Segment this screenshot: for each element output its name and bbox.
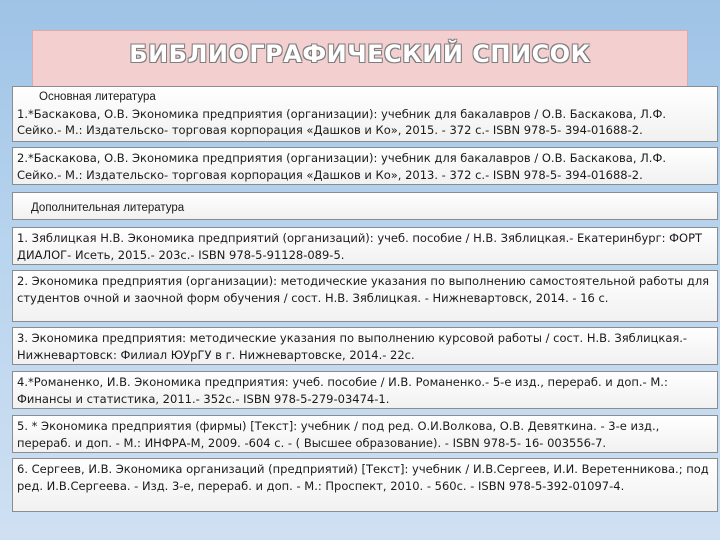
- additional-item-6-row: [12, 458, 718, 512]
- additional-item-6: 6. Сергеев, И.В. Экономика организаций (предприятий) [Текст]: учебник / И.В.Сергеев, И.И. Веретенникова.; под ред. И.В.Сергеева. - Изд. 3-е, перераб. и доп. - М.: Проспект, 2010. - 560с. - ISBN 978-5-392-01097-4.: [17, 462, 709, 493]
- additional-item-5-row: [12, 415, 718, 453]
- additional-item-3-row: [12, 327, 718, 365]
- additional-literature-heading: Дополнительная литература: [31, 202, 185, 214]
- main-item-2: 2.*Баскакова, О.В. Экономика предприятия (организации): учебник для бакалавров / О.В. Баскакова, Л.Ф. Сейко.- М.: Издательско- торговая корпорация «Дашков и Ко», 2013. - 372 с.- ISBN 978-5- 394-01688-2.: [17, 151, 667, 182]
- additional-item-2-row: [12, 270, 718, 322]
- main-item-2-row: [12, 147, 718, 185]
- additional-item-4-row: [12, 371, 718, 409]
- page-title: БИБЛИОГРАФИЧЕСКИЙ СПИСОК: [129, 40, 591, 68]
- additional-item-5: 5. * Экономика предприятия (фирмы) [Текст]: учебник / под ред. О.И.Волкова, О.В. Девяткина. - 3-е изд., перераб. и доп. - М.: ИНФРА-М, 2009. -604 с. - ( Высшее образование). - ISBN 978-5- 16- 003556-7.: [17, 419, 660, 450]
- main-item-1: 1.*Баскакова, О.В. Экономика предприятия (организации): учебник для бакалавров / О.В. Баскакова, Л.Ф. Сейко.- М.: Издательско- торговая корпорация «Дашков и Ко», 2015. - 372 с.- ISBN 978-5- 394-01688-2.: [17, 106, 667, 137]
- additional-item-1: 1. Зяблицкая Н.В. Экономика предприятий (организаций): учеб. пособие / Н.В. Зяблицкая.- Екатеринбург: ФОРТ ДИАЛОГ- Исеть, 2015.- 203с.- ISBN 978-5-91128-089-5.: [17, 231, 703, 262]
- main-literature-block: [12, 86, 718, 142]
- additional-item-3: 3. Экономика предприятия: методические указания по выполнению курсовой работы / сост. Н.В. Зяблицкая.- Нижневартовск: Филиал ЮУрГУ в г. Нижневартовске, 2014.- 22с.: [17, 331, 688, 362]
- additional-item-2: 2. Экономика предприятия (организации): методические указания по выполнению самостоятельной работы для студентов очной и заочной форм обучения / сост. Н.В. Зяблицкая. - Нижневартовск, 2014. - 16 с.: [17, 274, 710, 305]
- additional-item-1-row: [12, 227, 718, 265]
- additional-item-4: 4.*Романенко, И.В. Экономика предприятия: учеб. пособие / И.В. Романенко.- 5-е изд., перераб. и доп.- М.: Финансы и статистика, 2011.- 352с.- ISBN 978-5-279-03474-1.: [17, 375, 668, 406]
- main-literature-heading: Основная литература: [39, 91, 156, 103]
- additional-literature-heading-row: [12, 192, 718, 220]
